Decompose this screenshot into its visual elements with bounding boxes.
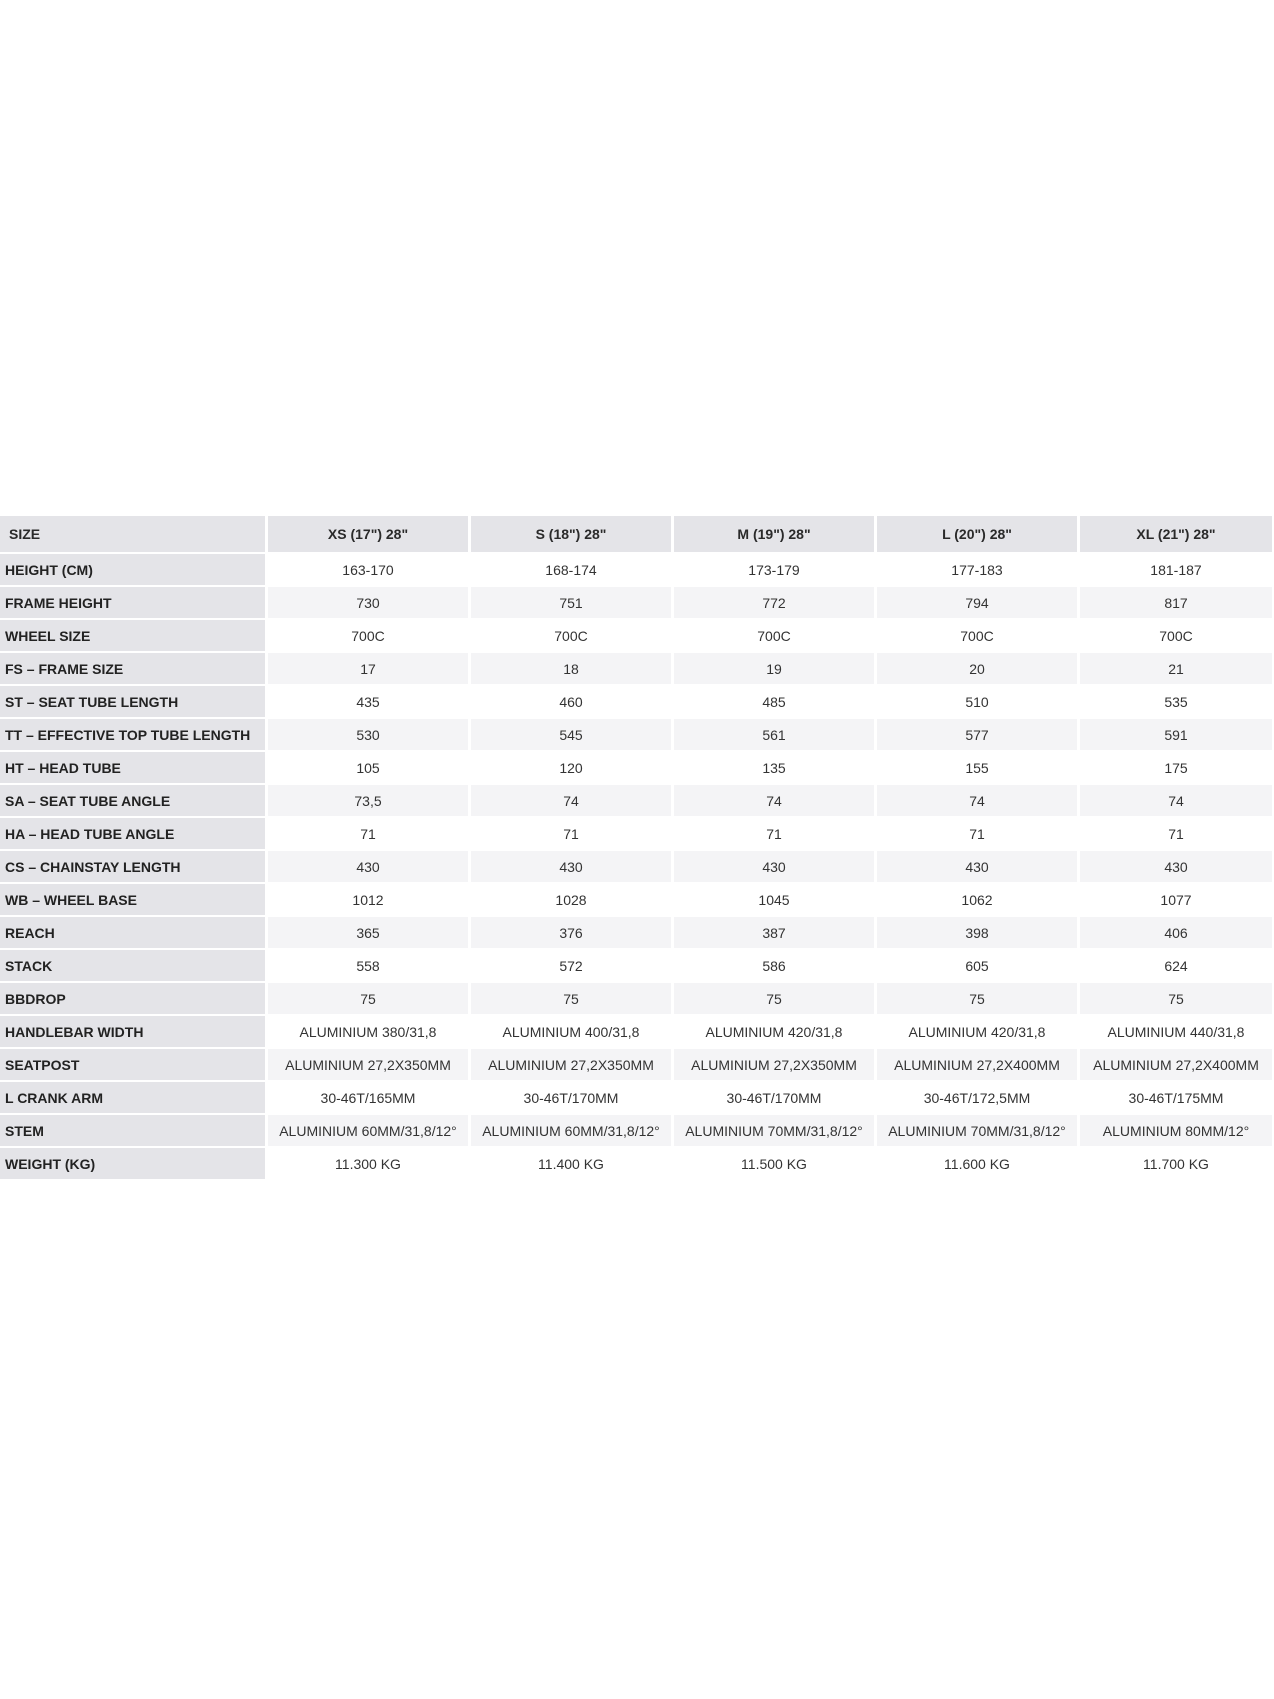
table-cell: 406 xyxy=(1080,917,1272,948)
table-cell: 75 xyxy=(268,983,468,1014)
row-label: HT – HEAD TUBE xyxy=(0,752,265,783)
row-label: WHEEL SIZE xyxy=(0,620,265,651)
geometry-table xyxy=(0,514,1274,1181)
table-cell: 700C xyxy=(471,620,671,651)
table-cell: 11.500 KG xyxy=(674,1148,874,1179)
table-row xyxy=(0,785,1272,816)
table-cell: 1012 xyxy=(268,884,468,915)
table-cell: 177-183 xyxy=(877,554,1077,585)
table-cell: 460 xyxy=(471,686,671,717)
table-cell: 74 xyxy=(471,785,671,816)
row-label: HA – HEAD TUBE ANGLE xyxy=(0,818,265,849)
table-row xyxy=(0,818,1272,849)
table-cell: 11.300 KG xyxy=(268,1148,468,1179)
table-cell: 73,5 xyxy=(268,785,468,816)
table-cell: 71 xyxy=(674,818,874,849)
table-cell: ALUMINIUM 27,2X350MM xyxy=(674,1049,874,1080)
table-cell: 75 xyxy=(674,983,874,1014)
size-column-header: S (18") 28" xyxy=(471,516,671,552)
table-cell: ALUMINIUM 60MM/31,8/12° xyxy=(268,1115,468,1146)
row-label: WEIGHT (KG) xyxy=(0,1148,265,1179)
row-label: STACK xyxy=(0,950,265,981)
table-row xyxy=(0,851,1272,882)
table-cell: ALUMINIUM 60MM/31,8/12° xyxy=(471,1115,671,1146)
table-cell: 21 xyxy=(1080,653,1272,684)
table-row xyxy=(0,1049,1272,1080)
row-label: L CRANK ARM xyxy=(0,1082,265,1113)
row-label: HANDLEBAR WIDTH xyxy=(0,1016,265,1047)
size-column-header: XS (17") 28" xyxy=(268,516,468,552)
row-label: WB – WHEEL BASE xyxy=(0,884,265,915)
row-label: TT – EFFECTIVE TOP TUBE LENGTH xyxy=(0,719,265,750)
table-cell: 772 xyxy=(674,587,874,618)
table-cell: 168-174 xyxy=(471,554,671,585)
table-cell: 163-170 xyxy=(268,554,468,585)
table-cell: 75 xyxy=(877,983,1077,1014)
table-cell: 1062 xyxy=(877,884,1077,915)
table-cell: 700C xyxy=(268,620,468,651)
row-label: BBDROP xyxy=(0,983,265,1014)
table-cell: 387 xyxy=(674,917,874,948)
table-row xyxy=(0,1082,1272,1113)
row-label: FS – FRAME SIZE xyxy=(0,653,265,684)
table-cell: 700C xyxy=(674,620,874,651)
table-cell: 730 xyxy=(268,587,468,618)
table-cell: ALUMINIUM 27,2X400MM xyxy=(877,1049,1077,1080)
table-cell: ALUMINIUM 420/31,8 xyxy=(877,1016,1077,1047)
table-cell: 18 xyxy=(471,653,671,684)
table-cell: 376 xyxy=(471,917,671,948)
table-row xyxy=(0,1148,1272,1179)
table-cell: 591 xyxy=(1080,719,1272,750)
table-cell: 510 xyxy=(877,686,1077,717)
table-body xyxy=(0,554,1272,1179)
table-cell: 17 xyxy=(268,653,468,684)
table-cell: 430 xyxy=(471,851,671,882)
size-header: SIZE xyxy=(0,516,265,552)
table-cell: 430 xyxy=(674,851,874,882)
table-row xyxy=(0,686,1272,717)
table-cell: ALUMINIUM 70MM/31,8/12° xyxy=(877,1115,1077,1146)
table-cell: 572 xyxy=(471,950,671,981)
table-cell: ALUMINIUM 440/31,8 xyxy=(1080,1016,1272,1047)
table-header-row xyxy=(0,516,1272,552)
table-row xyxy=(0,983,1272,1014)
table-cell: ALUMINIUM 80MM/12° xyxy=(1080,1115,1272,1146)
table-cell: ALUMINIUM 27,2X350MM xyxy=(471,1049,671,1080)
table-cell: 30-46T/170MM xyxy=(471,1082,671,1113)
table-cell: 11.400 KG xyxy=(471,1148,671,1179)
table-cell: 577 xyxy=(877,719,1077,750)
row-label: CS – CHAINSTAY LENGTH xyxy=(0,851,265,882)
table-cell: 120 xyxy=(471,752,671,783)
table-row xyxy=(0,752,1272,783)
table-cell: 535 xyxy=(1080,686,1272,717)
size-column-header: XL (21") 28" xyxy=(1080,516,1272,552)
row-label: ST – SEAT TUBE LENGTH xyxy=(0,686,265,717)
table-cell: 30-46T/170MM xyxy=(674,1082,874,1113)
table-cell: 586 xyxy=(674,950,874,981)
table-cell: 71 xyxy=(1080,818,1272,849)
table-cell: 30-46T/175MM xyxy=(1080,1082,1272,1113)
table-cell: 1077 xyxy=(1080,884,1272,915)
table-cell: 605 xyxy=(877,950,1077,981)
table-row xyxy=(0,1115,1272,1146)
table-cell: 485 xyxy=(674,686,874,717)
table-row xyxy=(0,620,1272,651)
table-cell: 11.700 KG xyxy=(1080,1148,1272,1179)
table-cell: 105 xyxy=(268,752,468,783)
size-column-header: M (19") 28" xyxy=(674,516,874,552)
table-cell: 20 xyxy=(877,653,1077,684)
table-cell: ALUMINIUM 27,2X400MM xyxy=(1080,1049,1272,1080)
row-label: REACH xyxy=(0,917,265,948)
row-label: STEM xyxy=(0,1115,265,1146)
table-cell: 700C xyxy=(877,620,1077,651)
table-row xyxy=(0,587,1272,618)
table-cell: 71 xyxy=(471,818,671,849)
table-row xyxy=(0,884,1272,915)
row-label: FRAME HEIGHT xyxy=(0,587,265,618)
table-cell: 700C xyxy=(1080,620,1272,651)
table-cell: 558 xyxy=(268,950,468,981)
table-cell: 173-179 xyxy=(674,554,874,585)
table-cell: 181-187 xyxy=(1080,554,1272,585)
table-cell: 817 xyxy=(1080,587,1272,618)
table-cell: 794 xyxy=(877,587,1077,618)
table-cell: 175 xyxy=(1080,752,1272,783)
table-cell: 30-46T/172,5MM xyxy=(877,1082,1077,1113)
table-cell: 135 xyxy=(674,752,874,783)
table-cell: 74 xyxy=(877,785,1077,816)
table-row xyxy=(0,1016,1272,1047)
row-label: SA – SEAT TUBE ANGLE xyxy=(0,785,265,816)
table-row xyxy=(0,653,1272,684)
table-row xyxy=(0,719,1272,750)
table-cell: 430 xyxy=(1080,851,1272,882)
table-cell: 75 xyxy=(1080,983,1272,1014)
table-cell: 19 xyxy=(674,653,874,684)
table-cell: 430 xyxy=(877,851,1077,882)
table-cell: 430 xyxy=(268,851,468,882)
table-cell: 545 xyxy=(471,719,671,750)
table-cell: 11.600 KG xyxy=(877,1148,1077,1179)
table-cell: 435 xyxy=(268,686,468,717)
table-cell: ALUMINIUM 420/31,8 xyxy=(674,1016,874,1047)
table-cell: 1028 xyxy=(471,884,671,915)
row-label: SEATPOST xyxy=(0,1049,265,1080)
table-cell: 530 xyxy=(268,719,468,750)
table-cell: 398 xyxy=(877,917,1077,948)
table-cell: 1045 xyxy=(674,884,874,915)
table-cell: 751 xyxy=(471,587,671,618)
size-column-header: L (20") 28" xyxy=(877,516,1077,552)
table-row xyxy=(0,950,1272,981)
table-cell: ALUMINIUM 27,2X350MM xyxy=(268,1049,468,1080)
table-cell: 74 xyxy=(674,785,874,816)
table-cell: ALUMINIUM 400/31,8 xyxy=(471,1016,671,1047)
table-row xyxy=(0,554,1272,585)
table-cell: ALUMINIUM 70MM/31,8/12° xyxy=(674,1115,874,1146)
table-cell: 624 xyxy=(1080,950,1272,981)
table-cell: 365 xyxy=(268,917,468,948)
table-cell: 561 xyxy=(674,719,874,750)
table-cell: 75 xyxy=(471,983,671,1014)
table-cell: 30-46T/165MM xyxy=(268,1082,468,1113)
table-cell: 71 xyxy=(268,818,468,849)
table-cell: ALUMINIUM 380/31,8 xyxy=(268,1016,468,1047)
table-row xyxy=(0,917,1272,948)
table-cell: 155 xyxy=(877,752,1077,783)
table-cell: 71 xyxy=(877,818,1077,849)
table-cell: 74 xyxy=(1080,785,1272,816)
row-label: HEIGHT (CM) xyxy=(0,554,265,585)
